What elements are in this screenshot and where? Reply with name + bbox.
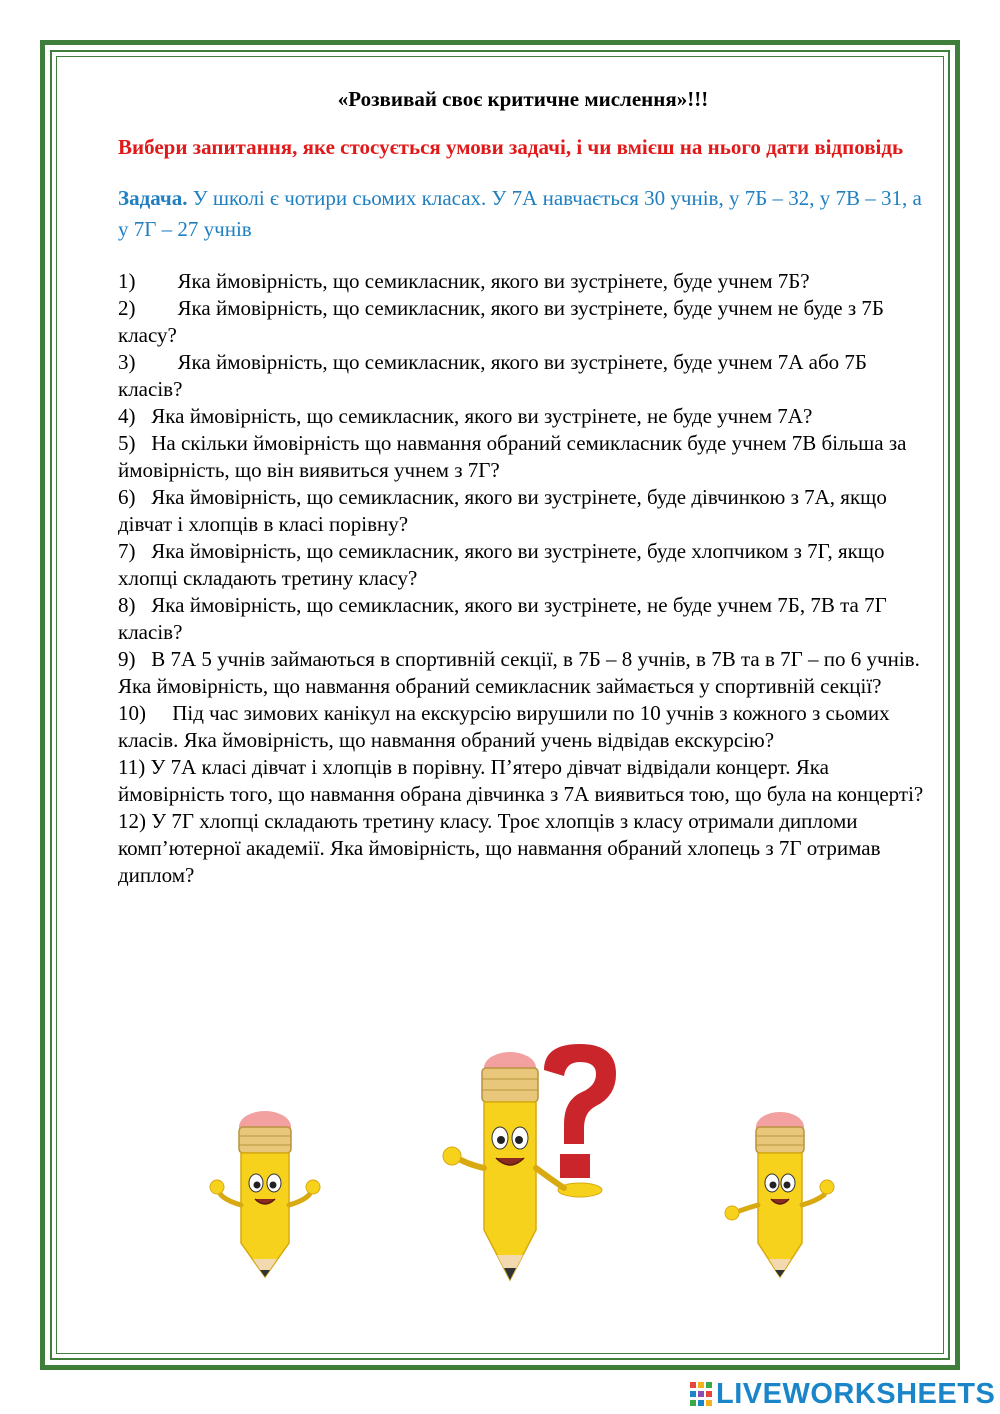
question-item[interactable]: 12) У 7Г хлопці складають третину класу. Троє хлопців з класу отримали дипломи комп’ютерної академії. Яка ймовірність, що навмання обраний хлопець з 7Г отримав диплом? (118, 809, 881, 887)
question-item[interactable]: 10) Під час зимових канікул на екскурсію вирушили по 10 учнів з кожного з сьомих класів. Яка ймовірність, що навмання обраний учень відвідав екскурсію? (118, 701, 890, 752)
worksheet-content (118, 84, 928, 889)
liveworksheets-logo-icon (690, 1382, 712, 1406)
question-item[interactable]: 3) Яка ймовірність, що семикласник, якого ви зустрінете, буде учнем 7А або 7Б класів? (118, 350, 867, 401)
liveworksheets-logo-text: LIVEWORKSHEETS (716, 1377, 996, 1410)
task-statement (118, 183, 928, 245)
question-item[interactable]: 5) На скільки ймовірність що навмання обраний семикласник буде учнем 7В більша за ймовірність, що він виявиться учнем з 7Г? (118, 431, 907, 482)
task-label: Задача. (118, 186, 188, 210)
question-item[interactable]: 2) Яка ймовірність, що семикласник, якого ви зустрінете, буде учнем не буде з 7Б класу? (118, 296, 884, 347)
pencil-question-mark-icon (440, 1040, 630, 1290)
pencil-thumbs-up-icon (720, 1105, 840, 1295)
question-item[interactable]: 9) В 7А 5 учнів займаються в спортивній секції, в 7Б – 8 учнів, в 7В та в 7Г – по 6 учнів. Яка ймовірність, що навмання обраний семикласник займається у спортивній секції? (118, 647, 920, 698)
question-item[interactable]: 6) Яка ймовірність, що семикласник, якого ви зустрінете, буде дівчинкою з 7А, якщо дівчат і хлопців в класі порівну? (118, 485, 887, 536)
question-item[interactable]: 7) Яка ймовірність, що семикласник, якого ви зустрінете, буде хлопчиком з 7Г, якщо хлопці складають третину класу? (118, 539, 885, 590)
instruction-text: Вибери запитання, яке стосується умови задачі, і чи вмієш на нього дати відповідь (118, 135, 904, 159)
question-item[interactable]: 8) Яка ймовірність, що семикласник, якого ви зустрінете, не буде учнем 7Б, 7В та 7Г класів? (118, 593, 887, 644)
question-item[interactable]: 1) Яка ймовірність, що семикласник, якого ви зустрінете, буде учнем 7Б? (118, 269, 810, 293)
task-text: У школі є чотири сьомих класах. У 7А навчається 30 учнів, у 7Б – 32, у 7В – 31, а у 7Г – 27 учнів (118, 186, 922, 241)
worksheet-title: «Розвивай своє критичне мислення»!!! (337, 87, 709, 111)
liveworksheets-logo[interactable] (690, 1374, 995, 1414)
question-item[interactable]: 11) У 7А класі дівчат і хлопців в порівну. П’ятеро дівчат відвідали концерт. Яка ймовірність того, що навмання обрана дівчинка з 7А виявиться тою, що була на концерті? (118, 755, 924, 806)
question-list (118, 268, 928, 889)
question-item[interactable]: 4) Яка ймовірність, що семикласник, якого ви зустрінете, не буде учнем 7А? (118, 404, 813, 428)
pencil-thumbs-up-icon (205, 1105, 325, 1295)
